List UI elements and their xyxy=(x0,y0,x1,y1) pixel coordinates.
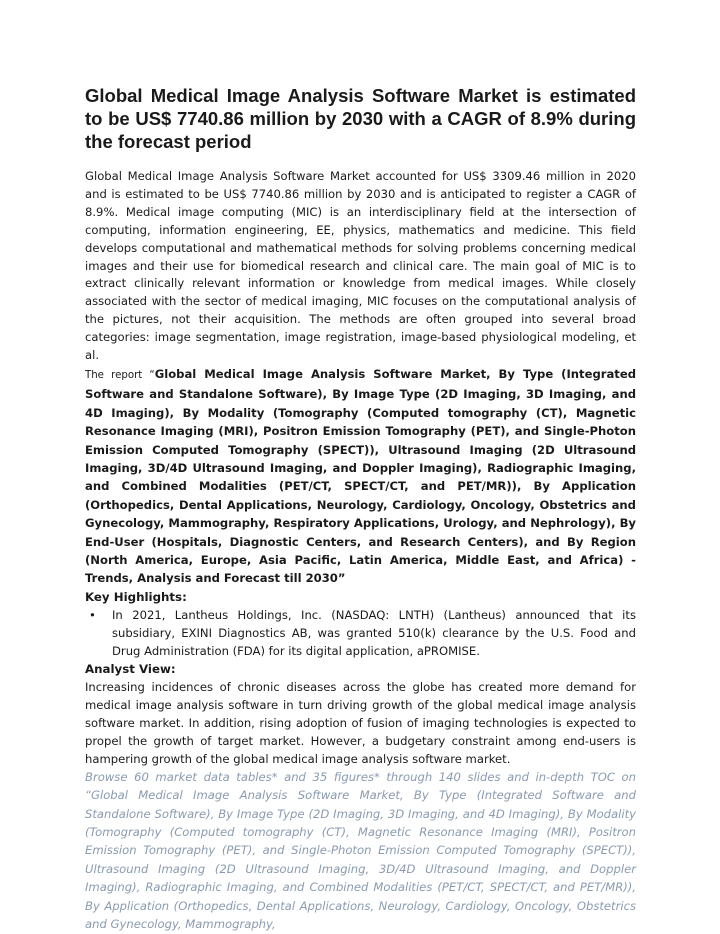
browse-paragraph: Browse 60 market data tables* and 35 figures* through 140 slides and in-depth TOC on “Global Medical Image Analysis Software Market, By Type (Integrated Software and Standalone Software), By Image Type (2D Imaging, 3D Imaging, and 4D Imaging), By Modality (Tomography (Computed tomography (CT), Magnetic Resonance Imaging (MRI), Positron Emission Tomography (PET), and Single-Photon Emission Computed Tomography (SPECT)), Ultrasound Imaging (2D Ultrasound Imaging, 3D/4D Ultrasound Imaging, and Doppler Imaging), Radiographic Imaging, and Combined Modalities (PET/CT, SPECT/CT, and PET/MR)), By Application (Orthopedics, Dental Applications, Neurology, Cardiology, Oncology, Obstetrics and Gynecology, Mammography, xyxy=(85,769,636,932)
bullet-icon: • xyxy=(89,607,96,622)
key-highlights-list xyxy=(85,606,636,660)
analyst-view-paragraph: Increasing incidences of chronic diseases across the globe has created more demand for medical image analysis software in turn driving growth of the global medical image analysis software market. In addition, rising adoption of fusion of imaging technologies is expected to propel the growth of target market. However, a budgetary constraint among end-users is hampering growth of the global medical image analysis software market. xyxy=(85,679,636,766)
analyst-view-heading: Analyst View: xyxy=(85,661,176,676)
document-page xyxy=(85,84,636,934)
report-name: Global Medical Image Analysis Software Market, By Type (Integrated Software and Standalone Software), By Image Type (2D Imaging, 3D Imaging, and 4D Imaging), By Modality (Tomography (Computed tomography (CT), Magnetic Resonance Imaging (MRI), Positron Emission Tomography (PET), and Single-Photon Emission Computed Tomography (SPECT)), Ultrasound Imaging (2D Ultrasound Imaging, 3D/4D Ultrasound Imaging, and Doppler Imaging), Radiographic Imaging, and Combined Modalities (PET/CT, SPECT/CT, and PET/MR)), By Application (Orthopedics, Dental Applications, Neurology, Cardiology, Oncology, Obstetrics and Gynecology, Mammography, Respiratory Applications, Urology, and Nephrology), By End-User (Hospitals, Diagnostic Centers, and Research Centers), and By Region (North America, Europe, Asia Pacific, Latin America, Middle East, and Africa) - Trends, Analysis and Forecast till 2030” xyxy=(85,366,636,586)
intro-paragraph: Global Medical Image Analysis Software Market accounted for US$ 3309.46 million in 2020 and is estimated to be US$ 7740.86 million by 2030 and is anticipated to register a CAGR of 8.9%. Medical image computing (MIC) is an interdisciplinary field at the intersection of computing, information engineering, EE, physics, mathematics and medicine. This field develops computational and mathematical methods for solving problems concerning medical images and their use for biomedical research and clinical care. The main goal of MIC is to extract clinically relevant information or knowledge from medical images. While closely associated with the sector of medical imaging, MIC focuses on the computational analysis of the pictures, not their acquisition. The methods are often grouped into several broad categories: image segmentation, image registration, image-based physiological modeling, et al. xyxy=(85,169,636,363)
report-paragraph xyxy=(85,365,636,588)
report-lead: The report “ xyxy=(85,369,155,381)
key-highlights-heading: Key Highlights: xyxy=(85,589,187,604)
document-title: Global Medical Image Analysis Software Market is estimated to be US$ 7740.86 million by 2030 with a CAGR of 8.9% during the forecast period xyxy=(85,85,636,152)
list-item-text: In 2021, Lantheus Holdings, Inc. (NASDAQ: LNTH) (Lantheus) announced that its subsidiary, EXINI Diagnostics AB, was granted 510(k) clearance by the U.S. Food and Drug Administration (FDA) for its digital application, aPROMISE. xyxy=(112,607,636,658)
list-item xyxy=(85,606,636,660)
